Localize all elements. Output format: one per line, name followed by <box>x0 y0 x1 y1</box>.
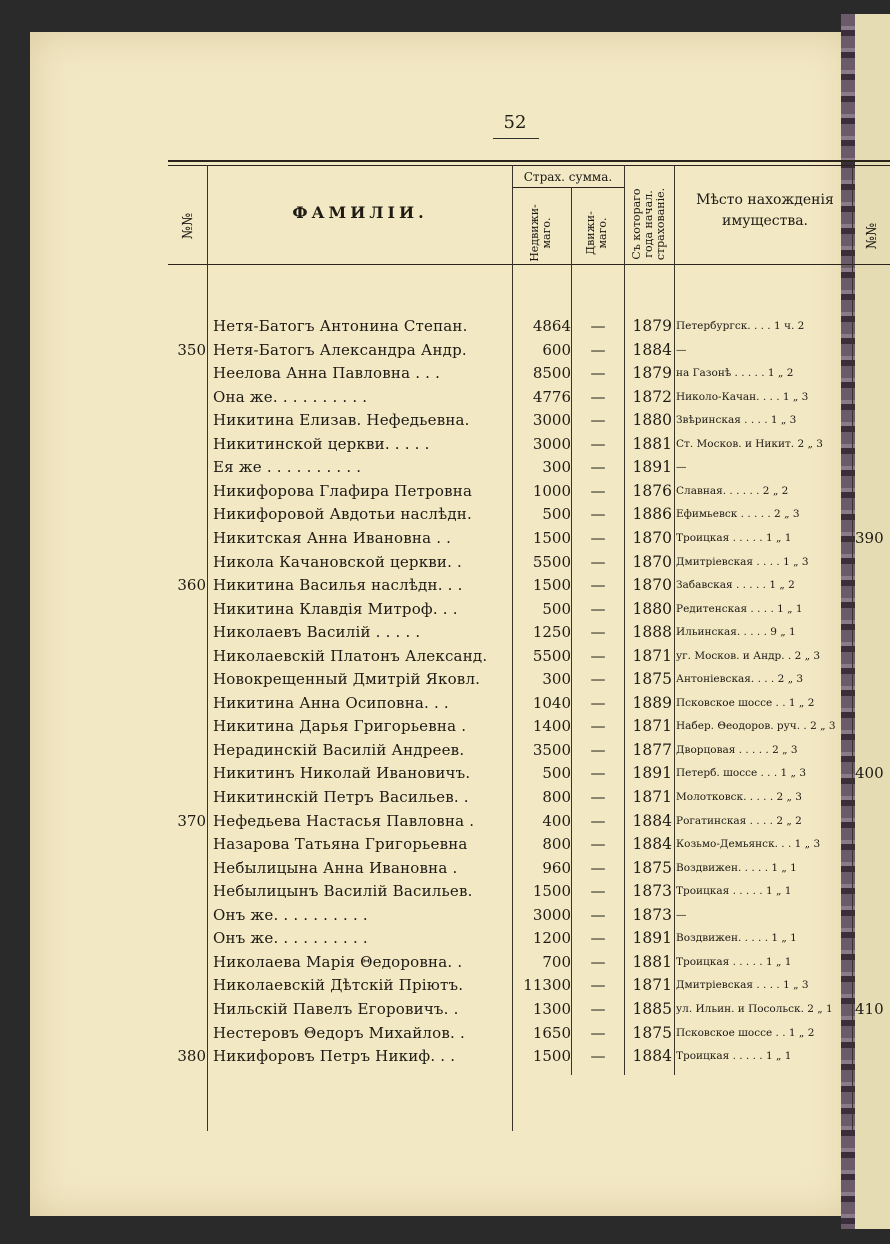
table-row <box>0 691 890 715</box>
page-number: 52 <box>503 112 527 133</box>
table-row <box>0 997 890 1021</box>
row-start-year: 1884 <box>632 1047 672 1066</box>
row-number: 350 <box>177 340 206 359</box>
row-immovable-sum: 500 <box>542 505 571 524</box>
row-start-year: 1879 <box>632 317 672 335</box>
row-start-year: 1875 <box>632 1023 672 1042</box>
row-location: Козьмо-Демьянск. . . 1 „ 3 <box>676 838 821 851</box>
row-name: Никитская Анна Ивановна . . <box>213 528 452 547</box>
table-row <box>0 950 890 974</box>
table-row <box>0 926 890 950</box>
table-row <box>0 314 890 338</box>
row-immovable-sum: 1400 <box>532 717 571 736</box>
row-movable-sum: — <box>590 552 606 571</box>
row-name: Николаевскій Дѣтскій Пріютъ. <box>213 976 464 995</box>
row-name: Никитинской церкви. . . . . <box>213 434 430 453</box>
table-row <box>0 832 890 856</box>
row-movable-sum: — <box>590 599 606 618</box>
row-immovable-sum: 1500 <box>532 576 571 595</box>
row-name: Никитинъ Николай Ивановичъ. <box>213 764 471 783</box>
table-row <box>0 620 890 644</box>
row-immovable-sum: 1500 <box>532 1047 571 1066</box>
row-immovable-sum: 4864 <box>532 317 571 335</box>
row-location: Набер. Θеодоров. руч. . 2 „ 3 <box>676 720 836 733</box>
row-movable-sum: — <box>590 458 606 477</box>
row-movable-sum: — <box>590 576 606 595</box>
row-location: — <box>676 461 687 474</box>
row-immovable-sum: 1250 <box>532 623 571 642</box>
table-row <box>0 667 890 691</box>
row-start-year: 1881 <box>632 434 672 453</box>
row-name: Небылицынъ Василій Васильев. <box>213 882 473 901</box>
row-immovable-sum: 5500 <box>532 646 571 665</box>
table-row <box>0 879 890 903</box>
row-immovable-sum: 1040 <box>532 693 571 712</box>
row-location: Ст. Москов. и Никит. 2 „ 3 <box>676 437 823 450</box>
row-location: Антоніевская. . . . 2 „ 3 <box>676 673 804 686</box>
row-name: Никифоровъ Петръ Никиф. . . <box>213 1047 456 1066</box>
row-location: Дмитріевская . . . . 1 „ 3 <box>676 979 809 992</box>
header-names: ФАМИЛІИ. <box>292 203 428 222</box>
table-row <box>0 903 890 927</box>
row-immovable-sum: 4776 <box>532 387 571 406</box>
row-immovable-sum: 3000 <box>532 434 571 453</box>
row-movable-sum: — <box>590 811 606 830</box>
row-immovable-sum: 1200 <box>532 929 571 948</box>
row-start-year: 1888 <box>632 623 672 642</box>
table-row <box>0 573 890 597</box>
row-immovable-sum: 8500 <box>532 364 571 383</box>
row-name: Она же. . . . . . . . . . <box>213 387 368 406</box>
row-start-year: 1870 <box>632 528 672 547</box>
row-name: Николаевскій Платонъ Александ. <box>213 646 488 665</box>
row-start-year: 1873 <box>632 905 672 924</box>
row-immovable-sum: 5500 <box>532 552 571 571</box>
row-movable-sum: — <box>590 905 606 924</box>
row-start-year: 1871 <box>632 788 672 806</box>
row-location: Псковское шоссе . . 1 „ 2 <box>676 1026 815 1039</box>
row-name: Никола Качановской церкви. . <box>213 552 463 571</box>
row-location: Ефимьевск . . . . . 2 „ 3 <box>676 508 800 521</box>
row-movable-sum: — <box>590 835 606 854</box>
row-name: Назарова Татьяна Григорьевна <box>213 835 468 854</box>
row-location: Рогатинская . . . . 2 „ 2 <box>676 814 802 827</box>
row-location: ул. Ильин. и Посольск. 2 „ 1 <box>676 1002 833 1015</box>
table-row <box>0 361 890 385</box>
table-row <box>0 973 890 997</box>
row-location: Троицкая . . . . . 1 „ 1 <box>676 885 792 898</box>
row-immovable-sum: 500 <box>542 764 571 783</box>
table-row <box>0 809 890 833</box>
row-location: Троицкая . . . . . 1 „ 1 <box>676 955 792 968</box>
row-start-year: 1871 <box>632 717 672 736</box>
row-name: Нетя-Батогъ Александра Андр. <box>213 340 467 359</box>
row-location: Петерб. шоссе . . . 1 „ 3 <box>676 767 807 780</box>
sum-header-rule <box>512 187 624 188</box>
row-location: Славная. . . . . . 2 „ 2 <box>676 484 789 497</box>
header-num-right: №№ <box>864 222 880 250</box>
row-location: Петербургск. . . . 1 ч. 2 <box>676 320 805 332</box>
table-row <box>0 714 890 738</box>
row-movable-sum: — <box>590 976 606 995</box>
row-immovable-sum: 500 <box>542 599 571 618</box>
row-start-year: 1877 <box>632 740 672 759</box>
row-location: на Газонѣ . . . . . 1 „ 2 <box>676 367 794 380</box>
table-row <box>0 385 890 409</box>
row-movable-sum: — <box>590 364 606 383</box>
table-row <box>0 526 890 550</box>
row-start-year: 1884 <box>632 340 672 359</box>
row-immovable-sum: 960 <box>542 858 571 877</box>
row-movable-sum: — <box>590 646 606 665</box>
table-row <box>0 432 890 456</box>
row-name: Никитина Елизав. Нефедьевна. <box>213 411 470 430</box>
row-location: Дворцовая . . . . . 2 „ 3 <box>676 743 798 756</box>
row-name: Онъ же. . . . . . . . . . <box>213 905 368 924</box>
row-name: Неелова Анна Павловна . . . <box>213 364 441 383</box>
row-immovable-sum: 600 <box>542 340 571 359</box>
row-name: Никитина Василья наслѣдн. . . <box>213 576 463 595</box>
row-start-year: 1871 <box>632 646 672 665</box>
row-location: Звѣринская . . . . 1 „ 3 <box>676 414 797 427</box>
row-location: Дмитріевская . . . . 1 „ 3 <box>676 555 809 568</box>
row-immovable-sum: 1300 <box>532 999 571 1018</box>
row-immovable-sum: 1650 <box>532 1023 571 1042</box>
row-start-year: 1875 <box>632 670 672 689</box>
row-name: Никифоровой Авдотьи наслѣдн. <box>213 505 472 524</box>
row-start-year: 1870 <box>632 576 672 595</box>
row-side-number: 400 <box>855 764 884 783</box>
row-start-year: 1891 <box>632 929 672 948</box>
row-movable-sum: — <box>590 1023 606 1042</box>
row-location: Ильинская. . . . . 9 „ 1 <box>676 626 796 639</box>
row-immovable-sum: 300 <box>542 458 571 477</box>
table-row <box>0 1044 890 1068</box>
table-row <box>0 479 890 503</box>
row-immovable-sum: 3500 <box>532 740 571 759</box>
page-number-rule <box>493 138 539 139</box>
row-name: Нестеровъ Θедоръ Михайлов. . <box>213 1023 465 1042</box>
row-start-year: 1886 <box>632 505 672 524</box>
row-name: Николаева Марія Θедоровна. . <box>213 952 463 971</box>
row-immovable-sum: 11300 <box>523 976 571 995</box>
row-location: Троицкая . . . . . 1 „ 1 <box>676 531 792 544</box>
row-movable-sum: — <box>590 505 606 524</box>
row-start-year: 1872 <box>632 387 672 406</box>
row-name: Нетя-Батогъ Антонина Степан. <box>213 317 468 335</box>
row-name: Никитина Клавдія Митроф. . . <box>213 599 458 618</box>
row-movable-sum: — <box>590 670 606 689</box>
row-movable-sum: — <box>590 1047 606 1066</box>
row-location: Псковское шоссе . . 1 „ 2 <box>676 696 815 709</box>
row-name: Небылицына Анна Ивановна . <box>213 858 458 877</box>
row-movable-sum: — <box>590 434 606 453</box>
row-name: Никитинскій Петръ Васильев. . <box>213 788 469 806</box>
row-movable-sum: — <box>590 387 606 406</box>
row-movable-sum: — <box>590 999 606 1018</box>
row-name: Никитина Анна Осиповна. . . <box>213 693 449 712</box>
row-side-number: 410 <box>855 999 884 1018</box>
row-immovable-sum: 3000 <box>532 905 571 924</box>
row-start-year: 1879 <box>632 364 672 383</box>
row-start-year: 1873 <box>632 882 672 901</box>
row-location: уг. Москов. и Андр. . 2 „ 3 <box>676 649 821 662</box>
row-name: Онъ же. . . . . . . . . . <box>213 929 368 948</box>
row-location: Редитенская . . . . 1 „ 1 <box>676 602 803 615</box>
row-start-year: 1891 <box>632 764 672 783</box>
table-row <box>0 597 890 621</box>
table-row <box>0 550 890 574</box>
row-name: Никитина Дарья Григорьевна . <box>213 717 467 736</box>
header-immovable: Недвижи-маго. <box>528 204 553 262</box>
row-location: Воздвижен. . . . . 1 „ 1 <box>676 861 797 874</box>
row-start-year: 1875 <box>632 858 672 877</box>
row-immovable-sum: 300 <box>542 670 571 689</box>
row-location: Молотковск. . . . . 2 „ 3 <box>676 791 802 803</box>
row-start-year: 1889 <box>632 693 672 712</box>
table-row <box>0 338 890 362</box>
row-start-year: 1876 <box>632 481 672 500</box>
row-immovable-sum: 800 <box>542 788 571 806</box>
table-row <box>0 455 890 479</box>
row-start-year: 1884 <box>632 811 672 830</box>
row-movable-sum: — <box>590 740 606 759</box>
row-name: Нильскій Павелъ Егоровичъ. . <box>213 999 459 1018</box>
row-location: Троицкая . . . . . 1 „ 1 <box>676 1050 792 1063</box>
row-name: Николаевъ Василій . . . . . <box>213 623 421 642</box>
row-name: Новокрещенный Дмитрій Яковл. <box>213 670 481 689</box>
table-row <box>0 785 890 809</box>
row-movable-sum: — <box>590 411 606 430</box>
row-side-number: 390 <box>855 528 884 547</box>
table-row <box>0 738 890 762</box>
header-movable: Движи-маго. <box>584 211 609 255</box>
row-location: Воздвижен. . . . . 1 „ 1 <box>676 932 797 945</box>
row-start-year: 1870 <box>632 552 672 571</box>
table-row <box>0 408 890 432</box>
row-movable-sum: — <box>590 340 606 359</box>
row-number: 360 <box>177 576 206 595</box>
row-immovable-sum: 3000 <box>532 411 571 430</box>
row-movable-sum: — <box>590 717 606 736</box>
row-immovable-sum: 1500 <box>532 528 571 547</box>
header-bottom-rule <box>168 264 890 265</box>
row-immovable-sum: 400 <box>542 811 571 830</box>
table-top-rule <box>168 160 890 162</box>
table-row <box>0 1021 890 1045</box>
row-number: 370 <box>177 811 206 830</box>
header-num: №№ <box>180 212 196 240</box>
table-row <box>0 644 890 668</box>
row-movable-sum: — <box>590 764 606 783</box>
row-movable-sum: — <box>590 693 606 712</box>
row-start-year: 1885 <box>632 999 672 1018</box>
table-top-rule-thin <box>168 165 890 166</box>
row-movable-sum: — <box>590 788 606 806</box>
row-number: 380 <box>177 1047 206 1066</box>
row-start-year: 1880 <box>632 411 672 430</box>
row-location: Николо-Качан. . . . 1 „ 3 <box>676 390 809 403</box>
row-movable-sum: — <box>590 952 606 971</box>
row-location: — <box>676 908 687 921</box>
row-immovable-sum: 700 <box>542 952 571 971</box>
header-location: Мѣсто нахожденія имущества. <box>696 192 834 229</box>
table-row <box>0 856 890 880</box>
row-movable-sum: — <box>590 481 606 500</box>
row-movable-sum: — <box>590 882 606 901</box>
table-row <box>0 761 890 785</box>
row-start-year: 1880 <box>632 599 672 618</box>
table-row <box>0 502 890 526</box>
row-immovable-sum: 1000 <box>532 481 571 500</box>
row-name: Нерадинскій Василій Андреев. <box>213 740 465 759</box>
row-start-year: 1891 <box>632 458 672 477</box>
row-movable-sum: — <box>590 317 606 335</box>
row-start-year: 1871 <box>632 976 672 995</box>
row-immovable-sum: 1500 <box>532 882 571 901</box>
row-movable-sum: — <box>590 623 606 642</box>
row-movable-sum: — <box>590 858 606 877</box>
row-name: Никифорова Глафира Петровна <box>213 481 473 500</box>
row-name: Нефедьева Настасья Павловна . <box>213 811 475 830</box>
row-movable-sum: — <box>590 929 606 948</box>
row-start-year: 1884 <box>632 835 672 854</box>
row-movable-sum: — <box>590 528 606 547</box>
row-start-year: 1881 <box>632 952 672 971</box>
row-name: Ея же . . . . . . . . . . <box>213 458 362 477</box>
header-insured-sum: Страх. сумма. <box>523 170 613 184</box>
row-location: — <box>676 343 687 356</box>
row-immovable-sum: 800 <box>542 835 571 854</box>
row-location: Забавская . . . . . 1 „ 2 <box>676 579 795 592</box>
header-start-year: Съ котораго года начал. страхованіе. <box>630 187 667 261</box>
